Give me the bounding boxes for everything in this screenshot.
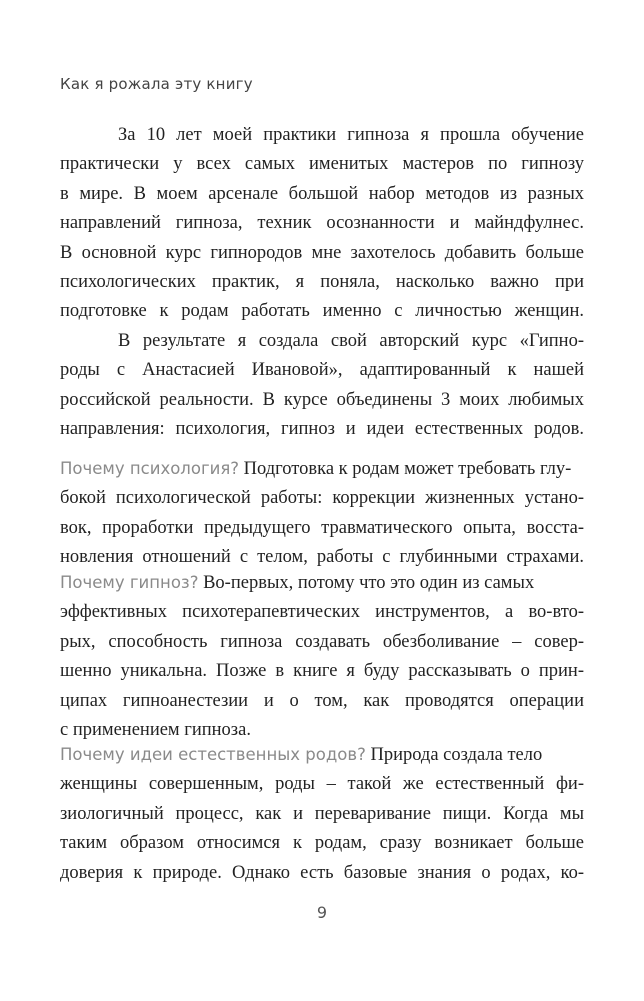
- paragraph-1: [60, 121, 584, 327]
- paragraph-2: [60, 327, 584, 445]
- text-line: доверия к природе. Однако есть базовые знания о родах, ко-: [60, 862, 584, 883]
- text-line: эффективных психотерапевтических инструментов, а во-вто-: [60, 602, 584, 623]
- text-line: подготовке к родам работать именно с личностью женщин.: [60, 301, 584, 322]
- paragraph-natural-birth: [60, 740, 584, 888]
- text-line: таким образом относимся к родам, сразу возникает больше: [60, 833, 584, 854]
- text-line: Почему гипноз? Во-первых, потому что это один из самых: [60, 573, 535, 593]
- paragraph-psychology: [60, 454, 584, 573]
- text-line: Почему идеи естественных родов? Природа создала тело: [60, 745, 543, 765]
- running-header: Как я рожала эту книгу: [60, 75, 253, 93]
- text-line: рых, способность гипноза создавать обезболивание – совер-: [60, 631, 584, 652]
- section-lead-natural-birth: Почему идеи естественных родов?: [60, 745, 366, 764]
- text-line: новления отношений с телом, работы с глубинными страхами.: [60, 547, 584, 568]
- paragraph-hypnosis: [60, 568, 584, 745]
- text-line: женщины совершенным, роды – такой же естественный фи-: [60, 774, 584, 795]
- text-line: психологических практик, я поняла, насколько важно при: [60, 272, 584, 293]
- text-line: в мире. В моем арсенале большой набор методов из разных: [60, 183, 584, 204]
- text-line: направлений гипноза, техник осознанности и майндфулнес.: [60, 213, 584, 234]
- text-line: практически у всех самых именитых мастеров по гипнозу: [60, 154, 584, 175]
- text-line: российской реальности. В курсе объединены 3 моих любимых: [60, 389, 584, 410]
- text-line: В результате я создала свой авторский курс «Гипно-: [118, 331, 584, 351]
- text-line: бокой психологической работы: коррекции жизненных устано-: [60, 488, 584, 509]
- text-line: В основной курс гипнородов мне захотелось добавить больше: [60, 242, 584, 263]
- text-line: с применением гипноза.: [60, 720, 251, 741]
- text-line: роды с Анастасией Ивановой», адаптированный к нашей: [60, 360, 584, 381]
- section-lead-psychology: Почему психология?: [60, 459, 240, 478]
- text-line: зиологичный процесс, как и переваривание пищи. Когда мы: [60, 803, 584, 824]
- text-line: За 10 лет моей практики гипноза я прошла обучение: [118, 125, 584, 145]
- text-line: вок, проработки предыдущего травматического опыта, восста-: [60, 517, 584, 538]
- text-line: направления: психология, гипноз и идеи естественных родов.: [60, 419, 584, 440]
- page-number: 9: [316, 903, 328, 922]
- text-line: ципах гипноанестезии и о том, как проводятся операции: [60, 690, 584, 711]
- section-lead-hypnosis: Почему гипноз?: [60, 573, 199, 592]
- text-line: шенно уникальна. Позже в книге я буду рассказывать о прин-: [60, 661, 584, 682]
- text-line: Почему психология? Подготовка к родам может требовать глу-: [60, 459, 572, 479]
